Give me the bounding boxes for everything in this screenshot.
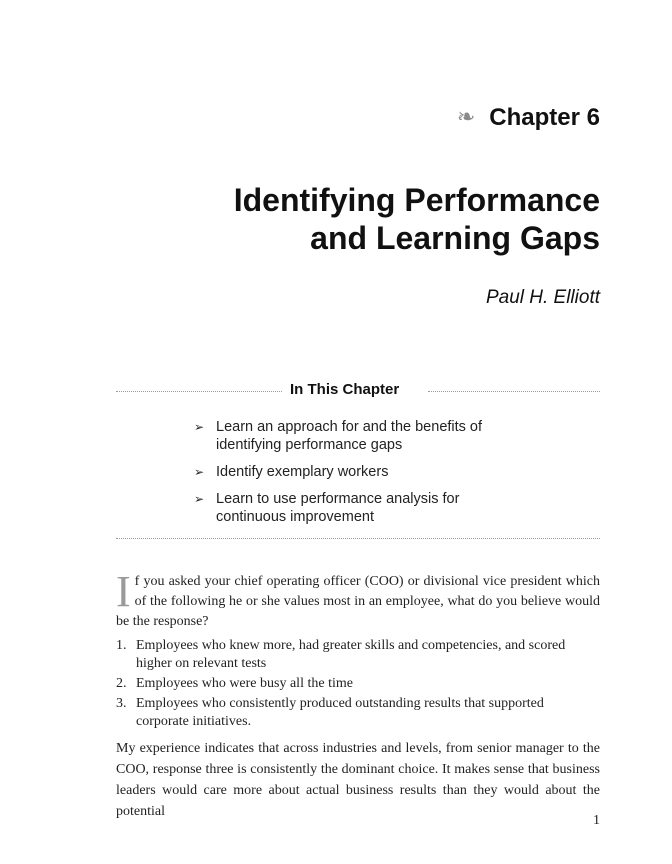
list-item-text: Employees who consistently produced outstanding results that supported corporate initiatives. <box>136 696 544 729</box>
arrow-bullet-icon: ➢ <box>194 465 205 479</box>
divider-left <box>116 391 282 392</box>
objective-text: Identify exemplary workers <box>216 464 389 480</box>
chapter-title <box>100 181 600 257</box>
list-item <box>116 637 600 673</box>
list-item-text: Employees who were busy all the time <box>136 676 353 691</box>
body-paragraph: My experience indicates that across industries and levels, from senior manager to the COO, response three is consistently the dominant choice. It makes sense that business leaders would care more about actual business results than they would about the potential <box>116 741 600 819</box>
objective-text: continuous improvement <box>216 509 374 525</box>
chapter-title-line-1: Identifying Performance <box>233 182 600 218</box>
author-name: Paul H. Elliott <box>485 287 600 308</box>
list-item-text: Employees who knew more, had greater skills and competencies, and scored higher on relevant tests <box>136 638 566 671</box>
list-item <box>194 418 524 454</box>
in-this-chapter-header <box>0 381 672 401</box>
list-item <box>116 675 600 693</box>
objective-text: Learn to use performance analysis for <box>216 491 460 507</box>
fleuron-icon: ❧ <box>456 105 476 130</box>
objective-text: identifying performance gaps <box>216 437 403 453</box>
intro-paragraph-text: f you asked your chief operating officer (COO) or divisional vice president which of the following he or she values most in an employee, what do you believe would be the response? <box>116 574 600 629</box>
list-item <box>194 490 524 526</box>
list-item <box>194 463 524 481</box>
chapter-objectives-list <box>194 418 524 535</box>
list-number: 2. <box>116 676 127 691</box>
chapter-label: Chapter 6 <box>489 104 600 131</box>
in-this-chapter-heading: In This Chapter <box>290 381 400 398</box>
chapter-heading <box>457 104 600 132</box>
chapter-title-line-2: and Learning Gaps <box>310 220 600 256</box>
list-item <box>116 695 600 731</box>
intro-paragraph <box>116 567 600 632</box>
arrow-bullet-icon: ➢ <box>194 420 205 434</box>
response-options-list <box>116 637 600 733</box>
list-number: 3. <box>116 696 127 711</box>
section-divider <box>116 538 600 539</box>
arrow-bullet-icon: ➢ <box>194 492 205 506</box>
objective-text: Learn an approach for and the benefits of <box>216 419 483 435</box>
drop-cap: I <box>116 567 131 616</box>
divider-right <box>428 391 600 392</box>
page-number: 1 <box>593 813 600 828</box>
list-number: 1. <box>116 638 127 653</box>
